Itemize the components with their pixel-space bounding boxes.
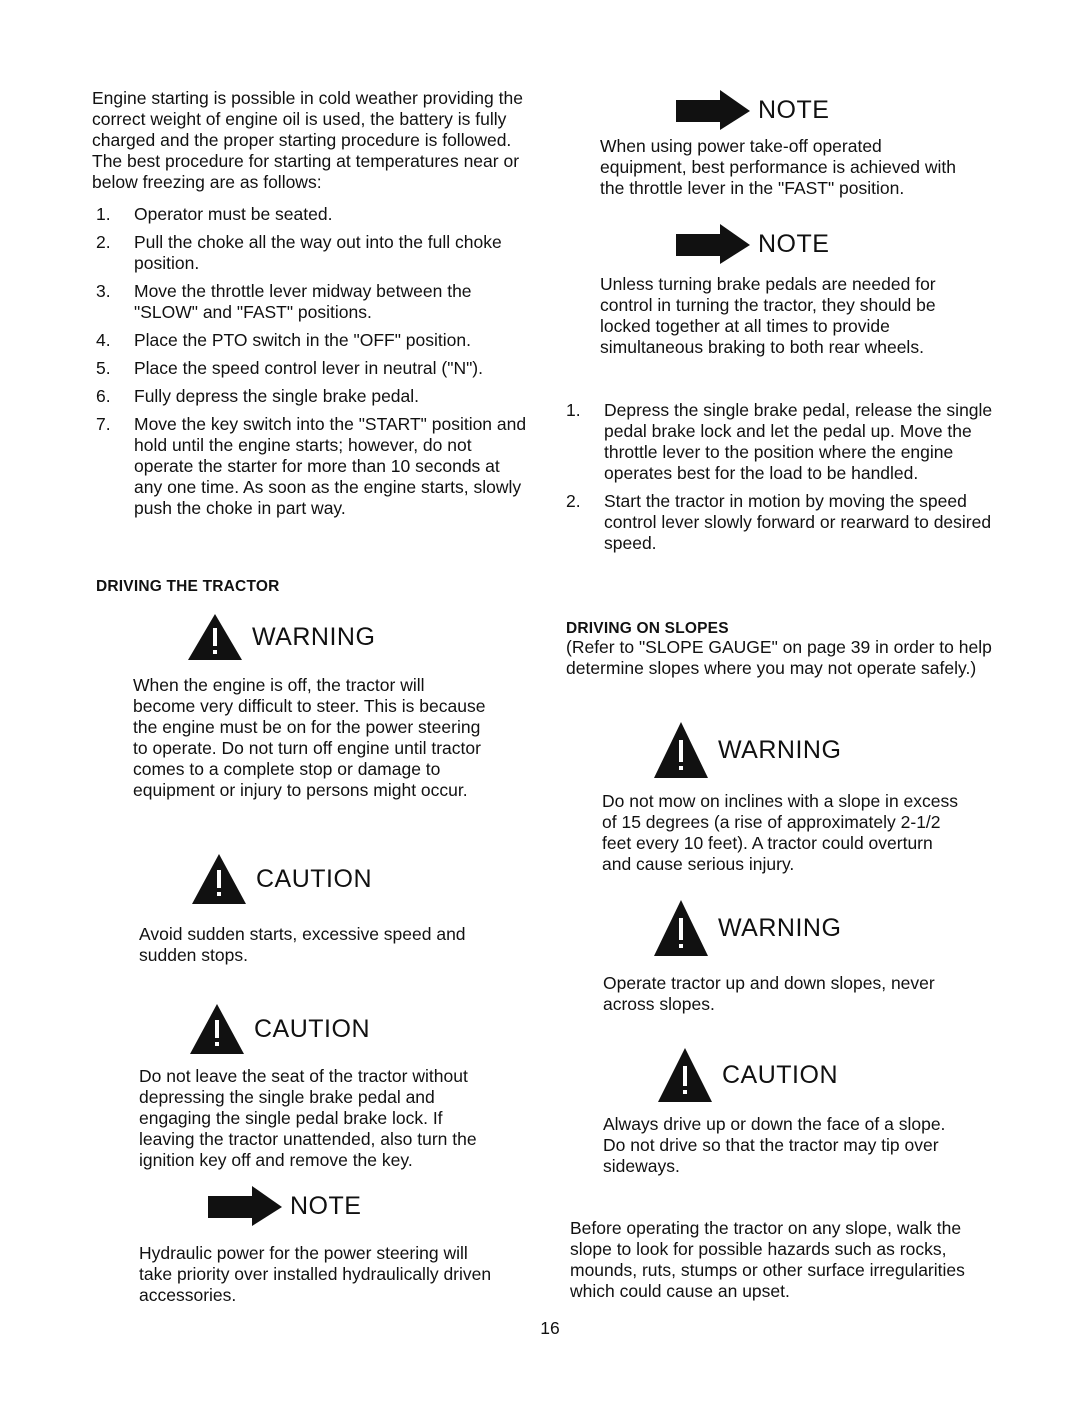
- warning-label: WARNING: [652, 898, 841, 958]
- warning-label: WARNING: [652, 720, 841, 780]
- list-item: 1. Depress the single brake pedal, release the single pedal brake lock and let the pedal up. Move the throttle lever to the position where the engine operates best for the load to be handled.: [566, 400, 993, 483]
- caution-text: Always drive up or down the face of a slope. Do not drive so that the tractor may tip over sideways.: [603, 1114, 946, 1176]
- note-arrow-icon: [208, 1186, 282, 1226]
- closing-paragraph: Before operating the tractor on any slope, walk the slope to look for possible hazards such as rocks, mounds, ruts, stumps or other surface irregularities which could cause an upset.: [570, 1218, 965, 1301]
- caution-label: CAUTION: [190, 852, 372, 906]
- caution-text: Do not leave the seat of the tractor without depressing the single brake pedal and engaging the single pedal brake lock. If leaving the tractor unattended, also turn the ignition key off and remove the key.: [139, 1066, 477, 1170]
- list-item: 5. Place the speed control lever in neutral ("N").: [96, 358, 483, 378]
- slopes-paragraph: (Refer to "SLOPE GAUGE" on page 39 in order to help determine slopes where you may not operate safely.): [566, 637, 992, 678]
- warning-triangle-icon: [190, 852, 248, 906]
- warning-triangle-icon: [652, 720, 710, 780]
- driving-on-slopes-heading: DRIVING ON SLOPES: [566, 620, 729, 637]
- list-item: 7. Move the key switch into the "START" position and hold until the engine starts; however, do not operate the starter for more than 10 seconds at any one time. As soon as the engine starts, slowly push the choke in part way.: [96, 414, 527, 518]
- list-item: 2. Pull the choke all the way out into the full choke position.: [96, 232, 502, 273]
- warning-triangle-icon: [186, 612, 244, 662]
- caution-text: Avoid sudden starts, excessive speed and sudden stops.: [139, 924, 466, 965]
- driving-the-tractor-heading: DRIVING THE TRACTOR: [96, 578, 280, 595]
- note-arrow-icon: [676, 224, 750, 264]
- caution-label: CAUTION: [656, 1046, 838, 1104]
- note-text: Unless turning brake pedals are needed for control in turning the tractor, they should be locked together at all times to provide simultaneous braking to both rear wheels.: [600, 274, 936, 357]
- note-text: When using power take-off operated equipment, best performance is achieved with the throttle lever in the "FAST" position.: [600, 136, 957, 198]
- note-label: NOTE: [676, 90, 829, 130]
- caution-label: CAUTION: [188, 1002, 370, 1056]
- note-label: NOTE: [208, 1186, 361, 1226]
- starting-steps-list: [96, 204, 530, 526]
- list-item: 3. Move the throttle lever midway between the "SLOW" and "FAST" positions.: [96, 281, 472, 322]
- warning-triangle-icon: [652, 898, 710, 958]
- warning-text: When the engine is off, the tractor will become very difficult to steer. This is because the engine must be on for the power steering to operate. Do not turn off engine until tractor comes to a complete stop or damage to equipment or injury to persons might occur.: [133, 675, 486, 800]
- intro-paragraph: Engine starting is possible in cold weather providing the correct weight of engine oil is used, the battery is fully charged and the proper starting procedure is followed. The best procedure for starting at temperatures near or below freezing are as follows:: [92, 88, 523, 192]
- list-item: 1. Operator must be seated.: [96, 204, 333, 224]
- list-item: 4. Place the PTO switch in the "OFF" position.: [96, 330, 471, 350]
- note-text: Hydraulic power for the power steering will take priority over installed hydraulically driven accessories.: [139, 1243, 492, 1305]
- list-item: 2. Start the tractor in motion by moving the speed control lever slowly forward or rearward to desired speed.: [566, 491, 992, 553]
- driving-steps-list: [566, 400, 1002, 561]
- note-arrow-icon: [676, 90, 750, 130]
- page-number: 16: [540, 1318, 560, 1338]
- warning-label: WARNING: [186, 612, 375, 662]
- warning-text: Do not mow on inclines with a slope in excess of 15 degrees (a rise of approximately 2-1/2 feet every 10 feet). A tractor could overturn and cause serious injury.: [602, 791, 959, 874]
- warning-triangle-icon: [656, 1046, 714, 1104]
- warning-text: Operate tractor up and down slopes, never across slopes.: [603, 973, 935, 1014]
- note-label: NOTE: [676, 224, 829, 264]
- list-item: 6. Fully depress the single brake pedal.: [96, 386, 420, 406]
- warning-triangle-icon: [188, 1002, 246, 1056]
